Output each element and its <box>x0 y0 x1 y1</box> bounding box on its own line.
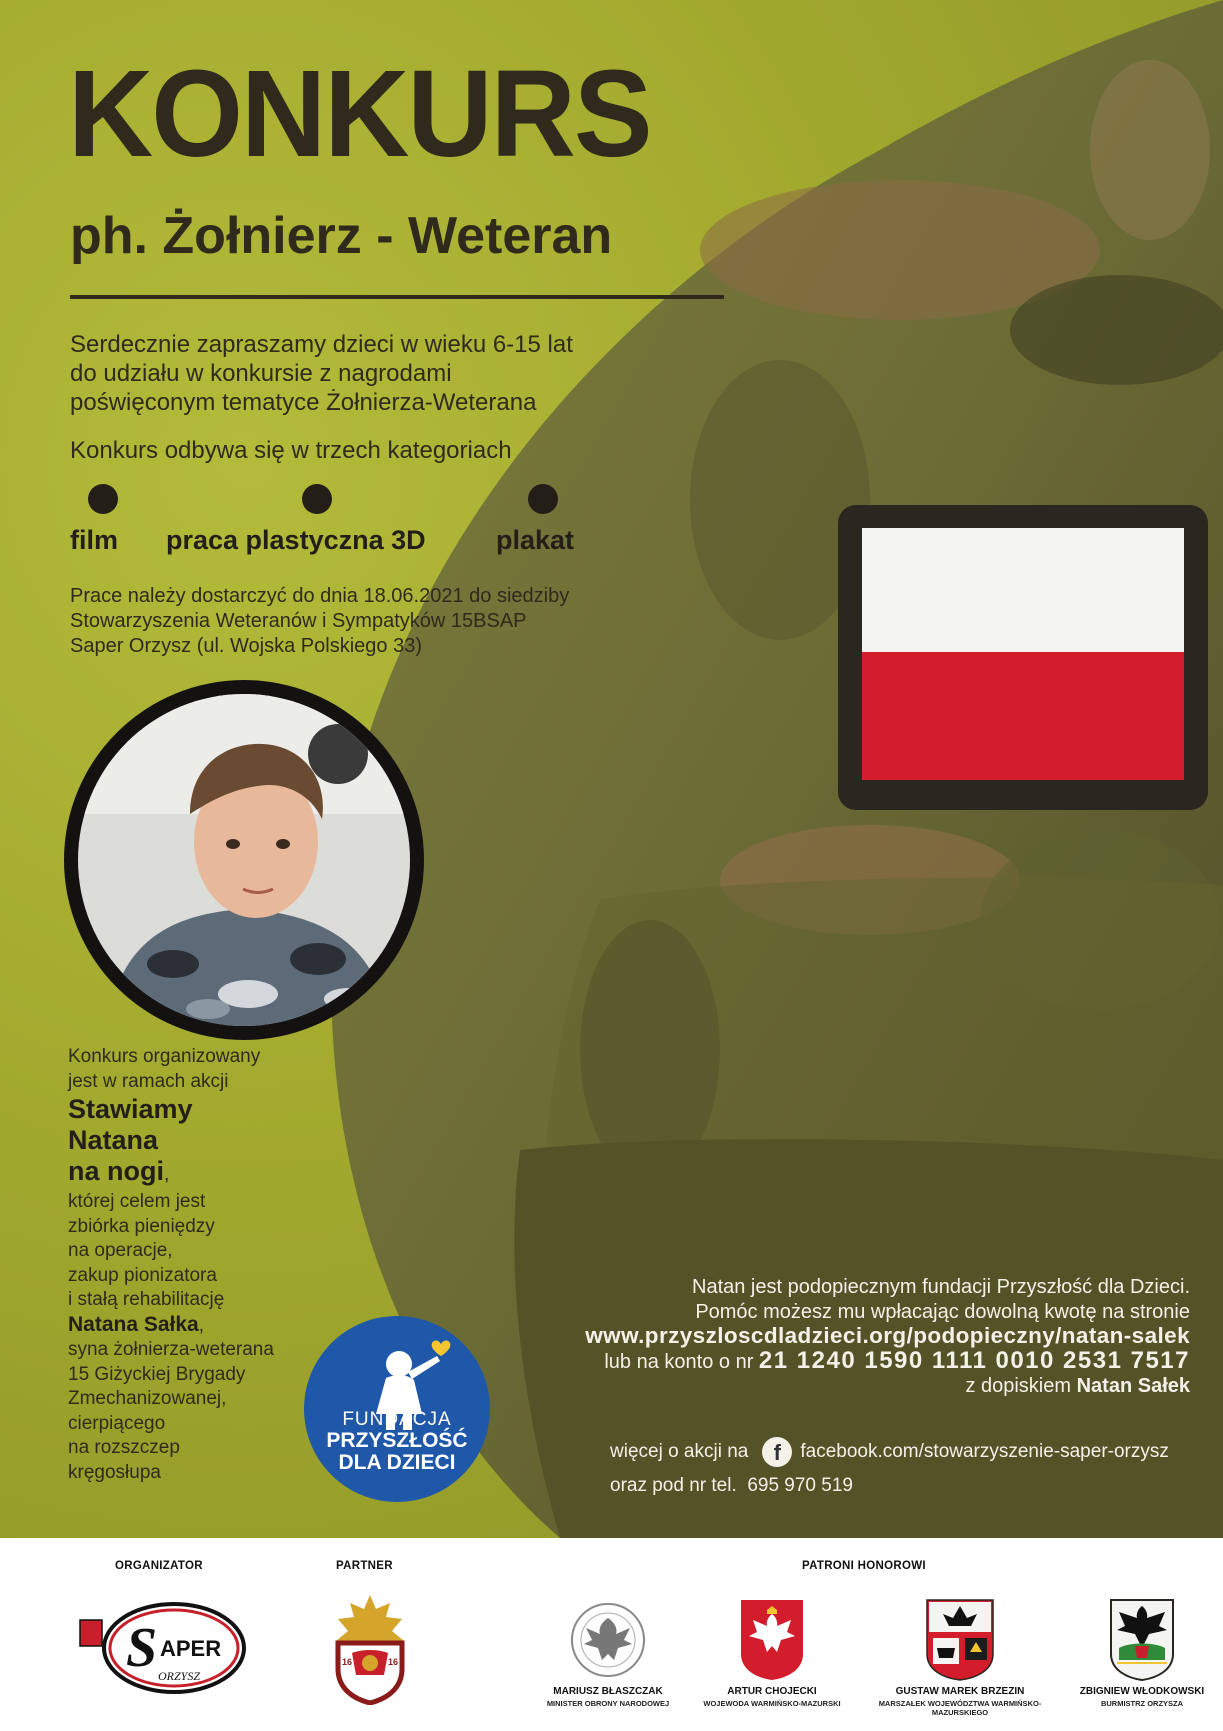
delivery-line: Prace należy dostarczyć do dnia 18.06.2021 do siedziby <box>70 585 570 607</box>
action-name: na nogi <box>68 1156 164 1186</box>
org-line: jest w ramach akcji <box>68 1070 229 1092</box>
org-line: 15 Giżyckiej Brygady <box>68 1363 246 1385</box>
donation-line: Pomóc możesz mu wpłacając dowolną kwotę na stronie <box>695 1300 1190 1323</box>
child-photo <box>64 680 424 1040</box>
categories-heading: Konkurs odbywa się w trzech kategoriach <box>70 437 512 464</box>
delivery-line: Saper Orzysz (ul. Wojska Polskiego 33) <box>70 635 422 657</box>
child-photo-illustration <box>78 694 410 1026</box>
sponsors-footer <box>0 1538 1223 1731</box>
patron-role: WOJEWODA WARMIŃSKO-MAZURSKI <box>703 1699 841 1708</box>
ministry-eagle-seal <box>568 1598 648 1682</box>
org-line: i stałą rehabilitację <box>68 1289 225 1310</box>
patron-marshal <box>870 1598 1050 1717</box>
patron-mayor <box>1052 1598 1223 1708</box>
more-info-label: więcej o akcji na <box>610 1441 749 1462</box>
org-line: syna żołnierza-weterana <box>68 1339 274 1360</box>
org-line: Konkurs organizowany <box>68 1046 261 1067</box>
patron-role: MARSZAŁEK WOJEWÓDZTWA WARMIŃSKO-MAZURSKIEGO <box>878 1699 1042 1717</box>
facebook-line <box>610 1435 1200 1469</box>
org-line: zbiórka pieniędzy <box>68 1215 215 1237</box>
org-line: na operacje, <box>68 1240 173 1261</box>
facebook-link[interactable]: facebook.com/stowarzyszenie-saper-orzysz <box>800 1441 1169 1462</box>
patron-minister <box>518 1598 698 1708</box>
phone-number: 695 970 519 <box>747 1475 853 1496</box>
org-line: zakup pionizatora <box>68 1264 217 1286</box>
patron-role: BURMISTRZ ORZYSZA <box>1100 1699 1184 1708</box>
org-line: cierpiącego <box>68 1412 166 1434</box>
child-name: Natana Sałka <box>68 1312 199 1336</box>
action-name: Natana <box>68 1125 159 1155</box>
orzysz-coat-of-arms <box>1107 1598 1177 1682</box>
page-subtitle: ph. Żołnierz - Weteran <box>70 207 613 265</box>
brigade-emblem <box>332 1593 408 1705</box>
page-title: KONKURS <box>68 44 651 184</box>
action-name: Stawiamy <box>68 1094 193 1124</box>
logo-rest: APER <box>160 1636 222 1661</box>
child-name-line <box>68 1313 278 1339</box>
patron-voivode <box>682 1598 862 1708</box>
category-bullet <box>88 484 118 514</box>
title-divider <box>70 295 724 299</box>
intro-line: Serdecznie zapraszamy dzieci w wieku 6-15 lat <box>70 331 573 358</box>
note-name: Natan Sałek <box>1076 1375 1190 1397</box>
phone-line <box>610 1469 1200 1503</box>
delivery-info <box>70 584 630 659</box>
patron-role: MINISTER OBRONY NARODOWEJ <box>546 1699 670 1708</box>
logo-sub: ORZYSZ <box>158 1669 201 1683</box>
note-line <box>490 1374 1190 1399</box>
foundation-logo-text <box>304 1410 490 1474</box>
patron-name: ARTUR CHOJECKI <box>727 1686 817 1697</box>
facebook-icon: f <box>762 1437 792 1467</box>
partner-label: PARTNER <box>336 1560 393 1572</box>
account-line <box>490 1346 1190 1375</box>
category-bullet <box>528 484 558 514</box>
delivery-line: Stowarzyszenia Weteranów i Sympatyków 15BSAP <box>70 610 527 632</box>
category-bullet <box>302 484 332 514</box>
donation-info <box>490 1275 1190 1399</box>
voivodeship-coat-of-arms <box>923 1598 997 1682</box>
comma: , <box>164 1164 170 1185</box>
phone-label: oraz pod nr tel. <box>610 1475 737 1496</box>
org-line: kręgosłupa <box>68 1461 161 1483</box>
comma: , <box>198 1314 205 1336</box>
note-prefix: z dopiskiem <box>965 1375 1072 1397</box>
action-name-last <box>68 1156 278 1190</box>
patron-name: MARIUSZ BŁASZCZAK <box>553 1686 663 1697</box>
category-3d-art: praca plastyczna 3D <box>166 525 426 555</box>
account-prefix: lub na konto o nr <box>604 1350 754 1373</box>
organizer-label: ORGANIZATOR <box>115 1560 203 1572</box>
patron-name: GUSTAW MAREK BRZEZIN <box>895 1686 1025 1697</box>
patron-name: ZBIGNIEW WŁODKOWSKI <box>1079 1686 1205 1697</box>
foundation-line: FUNDACJA <box>342 1409 452 1430</box>
org-line: na rozszczep <box>68 1437 180 1458</box>
patrons-label: PATRONI HONOROWI <box>802 1560 926 1572</box>
logo-big-letter: S <box>126 1617 158 1679</box>
category-film: film <box>70 525 119 555</box>
category-poster: plakat <box>496 525 575 555</box>
org-line: Zmechanizowanej, <box>68 1388 227 1409</box>
bank-account-number: 21 1240 1590 1111 0010 2531 7517 <box>758 1346 1190 1374</box>
foundation-line: DLA DZIECI <box>338 1450 456 1474</box>
polish-eagle-coat-of-arms <box>737 1598 807 1682</box>
intro-line: poświęconym tematyce Żołnierza-Weterana <box>70 389 537 416</box>
org-line: której celem jest <box>68 1191 206 1212</box>
donation-url-link[interactable]: www.przyszloscdladzieci.org/podopieczny/natan-salek <box>585 1323 1190 1348</box>
intro-text <box>70 330 630 417</box>
emblem-number-right: 16 <box>388 1657 399 1667</box>
donation-line: Natan jest podopiecznym fundacji Przyszłość dla Dzieci. <box>692 1276 1190 1298</box>
contact-info <box>610 1435 1200 1503</box>
intro-line: do udziału w konkursie z nagrodami <box>70 360 452 387</box>
emblem-number-left: 16 <box>342 1657 353 1667</box>
organization-info <box>68 1045 278 1485</box>
foundation-line: PRZYSZŁOŚĆ <box>326 1428 468 1452</box>
saper-orzysz-logo <box>78 1598 248 1698</box>
